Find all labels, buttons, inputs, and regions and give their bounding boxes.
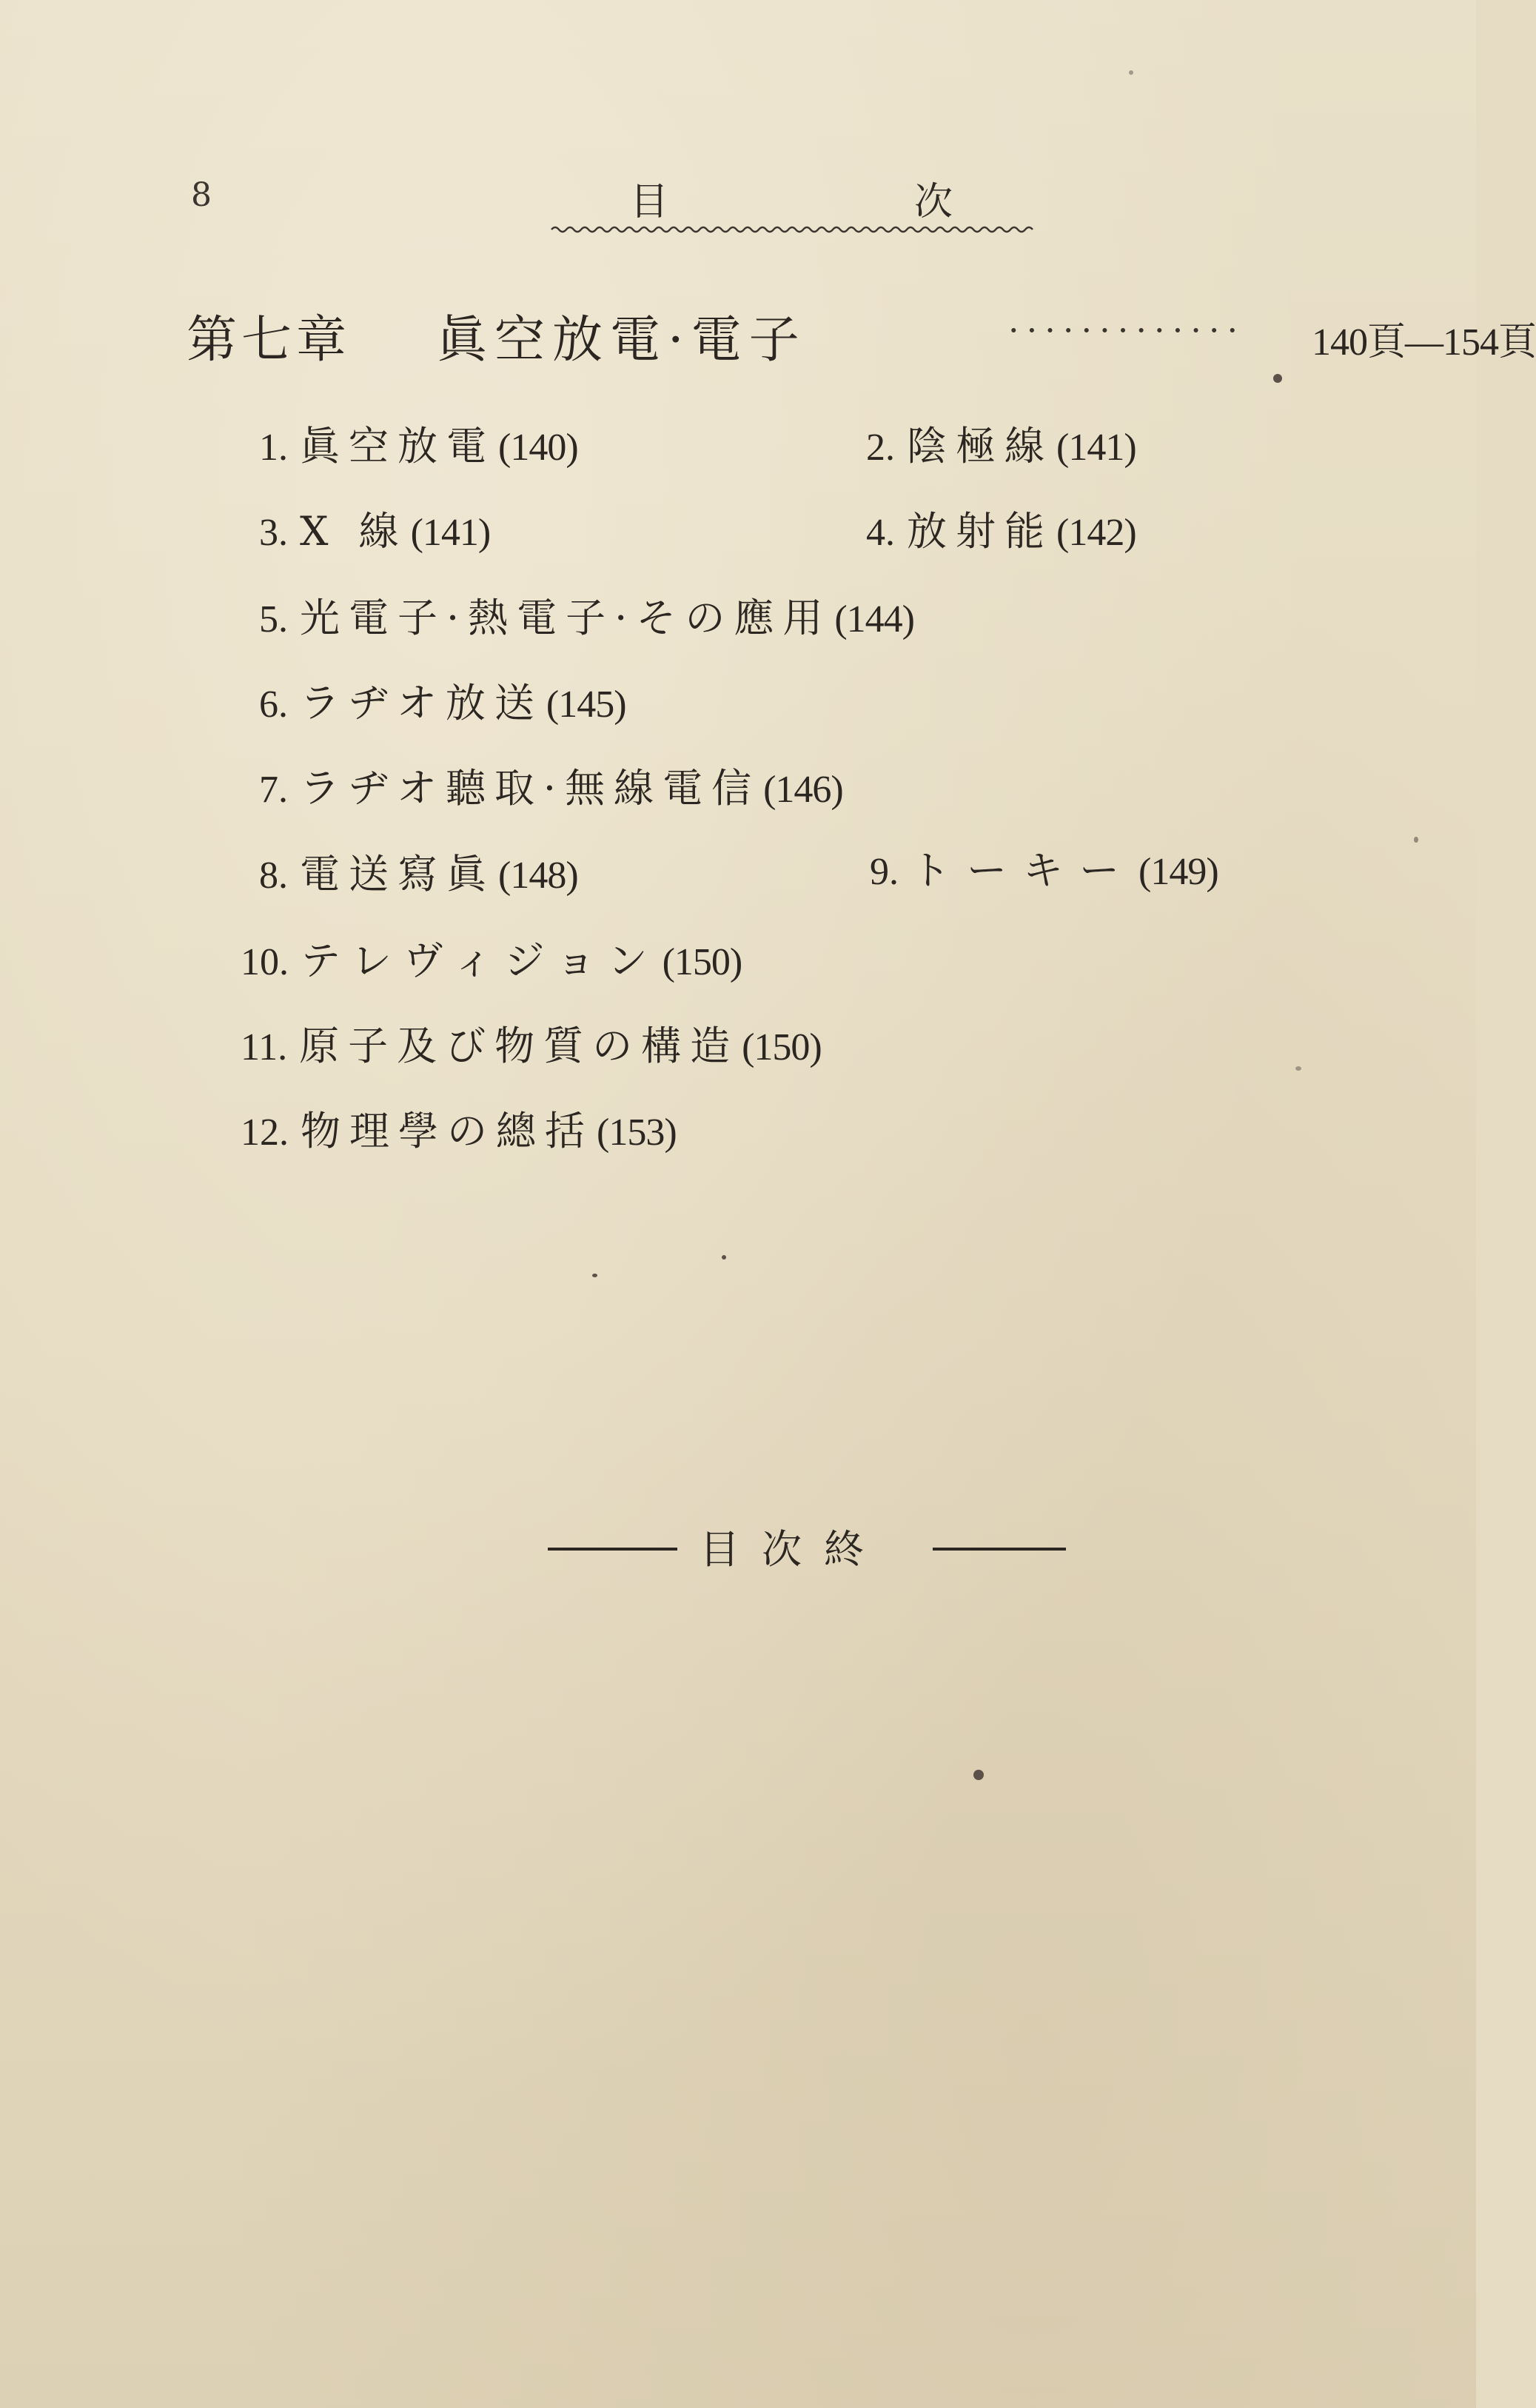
paper-speck	[973, 1770, 984, 1780]
toc-entry-3	[259, 500, 490, 557]
entry-title: 原子及び物質の構造	[299, 1023, 740, 1069]
entry-page: (153)	[597, 1111, 677, 1154]
entry-title: ラヂオ放送	[300, 680, 543, 726]
toc-entry-12	[241, 1100, 677, 1157]
toc-end-text: 目次終	[700, 1526, 886, 1573]
header-wavy-rule	[551, 222, 1033, 237]
paper-speck	[1295, 1066, 1301, 1071]
entry-number: 6.	[259, 683, 288, 726]
toc-end-marker	[548, 1518, 1066, 1577]
toc-entry-6	[259, 672, 626, 729]
entry-page: (150)	[662, 941, 742, 983]
entry-title: 電送寫眞	[300, 851, 495, 897]
entry-title: 眞空放電	[300, 423, 495, 469]
entry-page: (140)	[498, 427, 578, 469]
entry-number: 1.	[259, 427, 288, 469]
entry-number: 9.	[870, 851, 899, 893]
entry-title: X 線	[300, 508, 408, 555]
chapter-label: 第七章	[187, 311, 352, 369]
page-header-title	[551, 170, 996, 222]
toc-entry-9	[870, 839, 1218, 896]
entry-page: (141)	[1056, 427, 1136, 469]
toc-entry-11	[241, 1014, 822, 1071]
entry-number: 4.	[866, 512, 895, 554]
entry-title: テレヴィジョン	[301, 937, 660, 984]
header-char-1: 目	[630, 180, 669, 224]
entry-number: 8.	[259, 854, 288, 897]
toc-end-rule-left	[548, 1548, 677, 1551]
entry-page: (149)	[1138, 851, 1218, 893]
paper-speck	[1129, 70, 1133, 75]
entry-page: (141)	[410, 512, 491, 554]
chapter-page-range: 140頁—154頁	[1312, 321, 1536, 364]
toc-entry-7	[259, 757, 843, 814]
entry-number: 11.	[241, 1026, 288, 1068]
entry-number: 3.	[259, 512, 288, 554]
paper-speck	[1273, 374, 1282, 383]
entry-title: 光電子·熱電子·その應用	[300, 595, 832, 641]
entry-number: 7.	[259, 769, 288, 811]
entry-page: (142)	[1056, 512, 1136, 554]
entry-page: (150)	[742, 1026, 822, 1068]
entry-title: 放射能	[907, 508, 1053, 555]
chapter-heading	[187, 300, 1536, 374]
header-char-2: 次	[914, 180, 953, 224]
entry-number: 5.	[259, 598, 288, 641]
entry-page: (146)	[763, 769, 843, 811]
toc-entry-8	[259, 843, 578, 900]
entry-page: (148)	[498, 854, 578, 897]
entry-title: ラヂオ聽取·無線電信	[300, 765, 761, 812]
entry-page: (145)	[546, 683, 626, 726]
entry-number: 2.	[866, 427, 895, 469]
toc-entry-10	[241, 929, 742, 986]
paper-speck	[592, 1274, 597, 1277]
paper-speck	[722, 1255, 726, 1260]
toc-entry-1	[259, 415, 578, 472]
entry-title: トーキー	[910, 847, 1136, 894]
entry-title: 物理學の總括	[301, 1108, 594, 1154]
toc-entry-2	[866, 415, 1136, 472]
entry-number: 10.	[241, 941, 289, 983]
entry-page: (144)	[834, 598, 914, 641]
chapter-leader-dots: ·············	[1008, 310, 1246, 350]
toc-entry-4	[866, 500, 1136, 557]
paper-speck	[1414, 837, 1418, 843]
entry-title: 陰極線	[907, 423, 1053, 469]
toc-entry-5	[259, 586, 914, 643]
toc-end-rule-right	[933, 1548, 1066, 1551]
page-number: 8	[191, 176, 212, 214]
entry-number: 12.	[241, 1111, 289, 1154]
chapter-title: 眞空放電·電子	[437, 311, 807, 369]
